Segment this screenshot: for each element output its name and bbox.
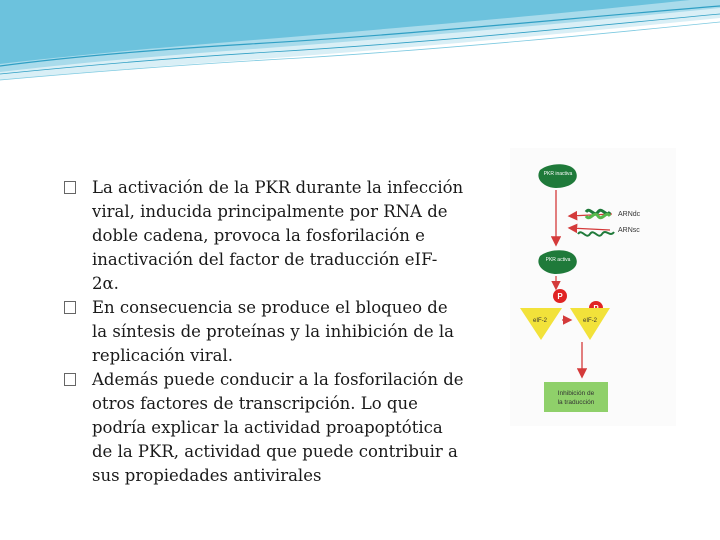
- bullet-item: [64, 368, 464, 488]
- svg-text:eIF-2: eIF-2: [532, 318, 548, 324]
- pkr-pathway-figure: [510, 148, 676, 426]
- svg-text:P: P: [557, 292, 563, 301]
- inhibition-box: [544, 382, 608, 412]
- bullet-text: La activación de la PKR durante la infección viral, inducida principalmente por RNA de doble cadena, provoca la fosforilación e inactivación del factor de traducción eIF-2α.: [92, 178, 464, 293]
- pkr-inactive-node: [538, 164, 576, 188]
- bullet-text: En consecuencia se produce el bloqueo de la síntesis de proteínas y la inhibición de la replicación viral.: [92, 298, 454, 365]
- bullet-item: [64, 176, 464, 296]
- svg-text:la traducción: la traducción: [557, 399, 595, 406]
- eif2-left-node: [520, 308, 562, 340]
- pkr-active-node: [538, 250, 576, 274]
- bullet-box-icon: [64, 301, 76, 314]
- bullet-box-icon: [64, 373, 76, 386]
- bullet-text: Además puede conducir a la fosforilación de otros factores de transcripción. Lo que podría explicar la actividad proapoptótica de la PKR, actividad que puede contribuir a sus propiedades antivirales: [92, 370, 464, 485]
- bullet-list: [64, 176, 464, 488]
- arn-ss-strand-icon: [578, 232, 614, 236]
- pkr-active-label: PKR activa: [545, 257, 571, 263]
- header-wave-decoration: [0, 0, 720, 90]
- svg-text:Inhibición de: Inhibición de: [557, 390, 595, 397]
- eif2-right-node: [570, 308, 610, 340]
- svg-text:eIF-2: eIF-2: [582, 318, 598, 324]
- arn-ss-label: ARNsc: [618, 227, 640, 234]
- arn-ds-label: ARNdc: [618, 211, 641, 218]
- pkr-inactive-label: PKR inactiva: [543, 171, 573, 177]
- arn-ds-helix-icon: [586, 210, 610, 217]
- bullet-box-icon: [64, 181, 76, 194]
- phospho-marker-1: [553, 289, 567, 303]
- bullet-item: [64, 296, 464, 368]
- arrow-arnss: [570, 228, 610, 230]
